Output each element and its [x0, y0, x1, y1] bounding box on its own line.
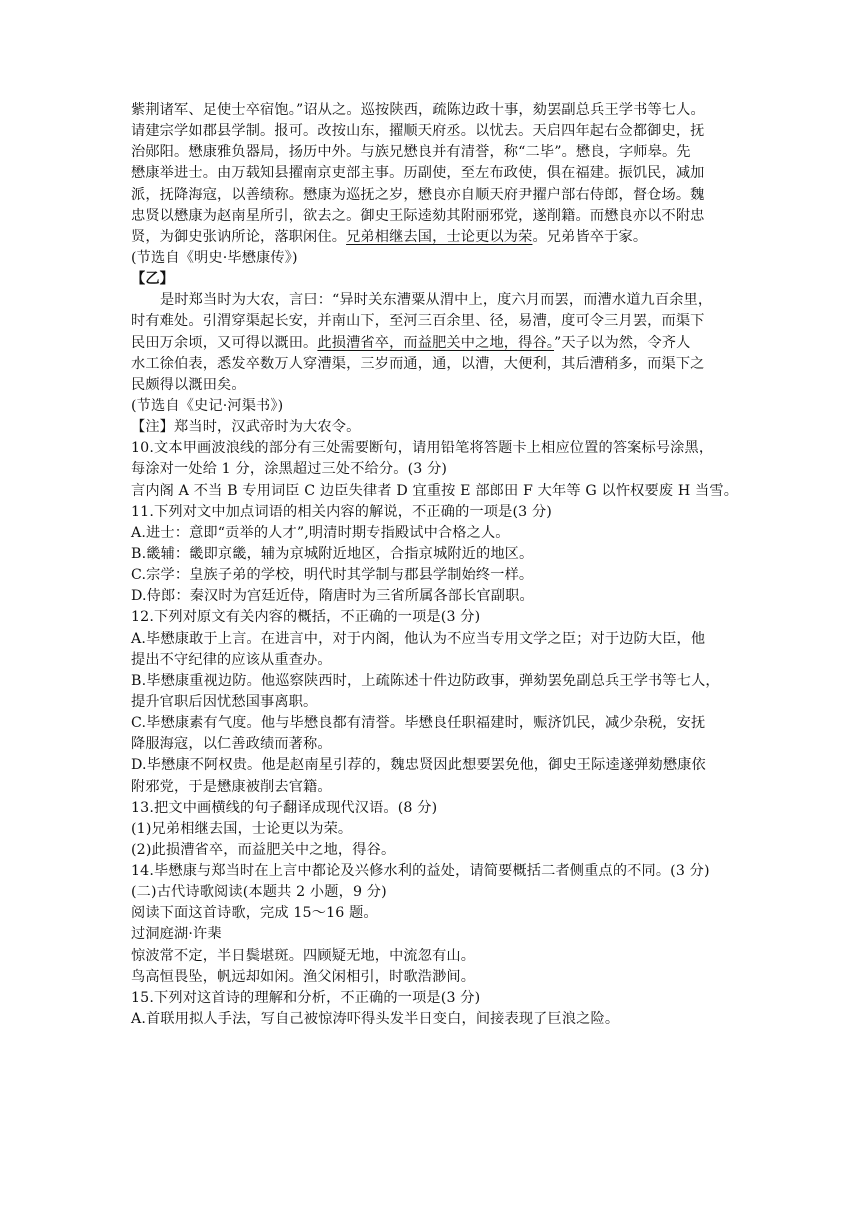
option-line: 提升官职后因忧愁国事离职。 [131, 693, 318, 710]
passage-jia-line: 懋康举进士。由万载知县擢南京吏部主事。历副使，至左布政使，俱在福建。振饥民，减加 [131, 165, 705, 182]
option-line: C.毕懋康素有气度。他与毕懋良都有清誉。毕懋良任职福建时，赈济饥民，减少杂税，安抚 [131, 715, 706, 732]
question-line: 10.文本甲画波浪线的部分有三处需要断句，请用铅笔将答题卡上相应位置的答案标号涂黑， [131, 440, 714, 457]
option-line: B.毕懋康重视边防。他巡察陕西时，上疏陈述十件边防政事，弹劾罢免副总兵王学书等七人， [131, 672, 720, 689]
option-line: A.毕懋康敢于上言。在进言中，对于内阁，他认为不应当专用文学之臣；对于边防大臣，他 [131, 630, 706, 647]
section-heading-yi: 【乙】 [131, 271, 175, 288]
line-text: 民田万余顷，又可得以溉田。 [131, 334, 318, 351]
question-line: 15.下列对这首诗的理解和分析，不正确的一项是(3 分) [131, 989, 481, 1006]
option-line: 提出不守纪律的应该从重查办。 [131, 651, 332, 668]
underlined-sentence-1: 兄弟相继去国，士论更以为荣 [346, 228, 533, 245]
option-line: A.进士：意即“贡举的人才”,明清时期专指殿试中合格之人。 [131, 524, 510, 541]
passage-yi-line: 民颇得以溉田矣。 [131, 376, 246, 393]
line-text: 贤，为御史张讷所论，落职闲住。 [131, 228, 347, 245]
question-line: (2)此损漕省卒，而益肥关中之地，得谷。 [131, 841, 396, 858]
poem-title: 过洞庭湖·许棐 [131, 926, 222, 943]
source-citation-yi: (节选自《史记·河渠书》) [131, 397, 284, 414]
option-line: 降服海寇，以仁善政绩而著称。 [131, 736, 332, 753]
document-page [131, 100, 739, 1030]
option-line: A.首联用拟人手法，写自己被惊涛吓得头发半日变白，间接表现了巨浪之险。 [131, 1011, 620, 1028]
question-line: 言内阁 A 不当 B 专用词臣 C 边臣失律者 D 宜重按 E 部郎田 F 大年等 G 以忤权要废 H 当雪。 [131, 482, 739, 499]
question-line: 13.把文中画横线的句子翻译成现代汉语。(8 分) [131, 799, 438, 816]
passage-jia-line [131, 206, 731, 227]
section-heading: (二)古代诗歌阅读(本题共 2 小题，9 分) [131, 884, 387, 901]
question-line: 11.下列对文中加点词语的相关内容的解说，不正确的一项是(3 分) [131, 503, 552, 520]
option-line: C.宗学：皇族子弟的学校，明代时其学制与郡县学制始终一样。 [131, 567, 534, 584]
question-line: (1)兄弟相继去国，士论更以为荣。 [131, 820, 353, 837]
passage-yi-line: 时有难处。引渭穿渠起长安，并南山下，至河三百余里、径，易漕，度可令三月罢，而渠下 [131, 313, 705, 330]
poem-line: 鸟高恒畏坠，帆远却如闲。渔父闲相引，时歌浩渺间。 [131, 968, 476, 985]
passage-jia-line: 紫荆诸军、足使士卒宿饱。”诏从之。巡按陕西，疏陈边政十事，劾罢副总兵王学书等七人。 [131, 102, 705, 118]
question-line: 12.下列对原文有关内容的概括，不正确的一项是(3 分) [131, 609, 481, 626]
annotation-note: 【注】郑当时，汉武帝时为大农令。 [131, 419, 361, 436]
underlined-sentence-2: 此损漕省卒，而益肥关中之地，得谷。 [317, 334, 555, 351]
line-text: ”天子以为然，令齐人 [554, 334, 691, 351]
passage-jia-line [131, 227, 731, 248]
passage-jia-line: 请建宗学如郡县学制。报可。改按山东，擢顺天府丞。以忧去。天启四年起右佥都御史，抚 [131, 123, 705, 140]
passage-yi-line: 水工徐伯表，悉发卒数万人穿漕渠，三岁而通，通，以漕，大便利，其后漕稍多，而渠下之 [131, 355, 705, 372]
option-line: D.侍郎：秦汉时为宫廷近侍，隋唐时为三省所属各部长官副职。 [131, 588, 534, 605]
source-citation-jia: (节选自《明史·毕懋康传》) [131, 249, 298, 266]
option-line: 附邪党，于是懋康被削去官籍。 [131, 778, 332, 795]
question-line: 每涂对一处给 1 分，涂黑超过三处不给分。(3 分) [131, 461, 448, 478]
passage-yi-line [131, 333, 731, 354]
passage-jia-line: 治郧阳。懋康雅负器局，扬历中外。与族兄懋良并有清誉，称“二毕”。懋良，字师皋。先 [131, 144, 691, 161]
poem-line: 惊波常不定，半日鬓堪斑。四顾疑无地，中流忽有山。 [131, 947, 476, 964]
instruction-line: 阅读下面这首诗歌，完成 15～16 题。 [131, 905, 378, 922]
line-text: 。兄弟皆卒于家。 [532, 228, 648, 245]
option-line: D.毕懋康不阿权贵。他是赵南星引荐的，魏忠贤因此想要罢免他，御史王际逵遂弹劾懋康依 [131, 757, 706, 774]
line-text: 忠贤以懋康为赵南星所引，欲去之。御史王际逵劾其附丽邪党，遂削籍。而懋良亦以不附忠 [131, 207, 705, 224]
question-line: 14.毕懋康与郑当时在上言中都论及兴修水利的益处，请简要概括二者侧重点的不同。(3 分) [131, 863, 710, 880]
passage-yi-line: 是时郑当时为大农，言曰：“异时关东漕粟从渭中上，度六月而罢，而漕水道九百余里， [160, 292, 713, 309]
passage-jia-line: 派，抚降海寇，以善绩称。懋康为巡抚之岁，懋良亦自顺天府尹擢户部右侍郎，督仓场。魏 [131, 186, 705, 203]
option-line: B.畿辅：畿即京畿，辅为京城附近地区，合指京城附近的地区。 [131, 545, 534, 562]
